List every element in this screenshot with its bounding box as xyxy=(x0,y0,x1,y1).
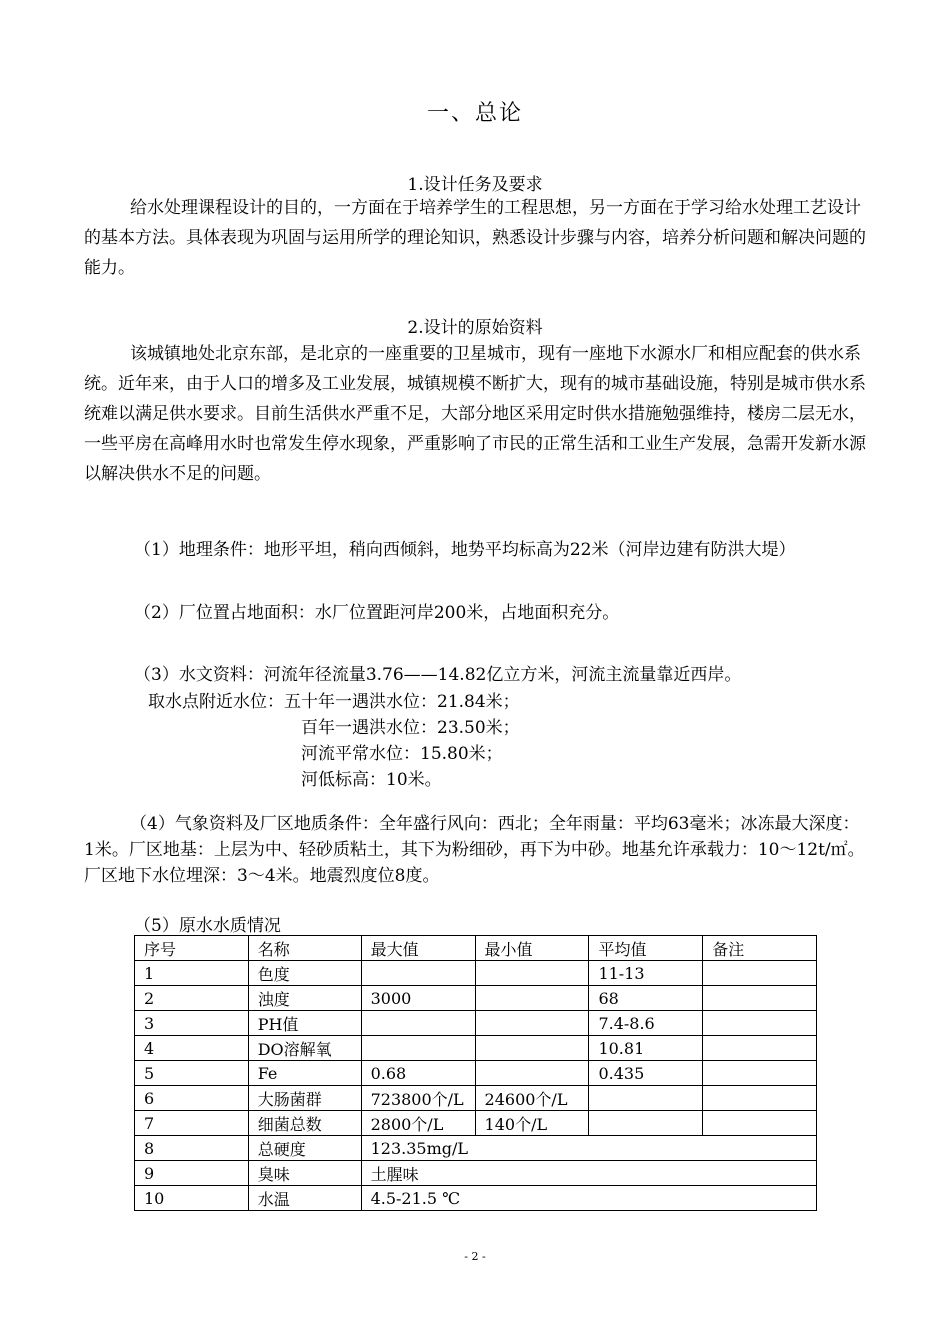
table-cell: 24600个/L xyxy=(475,1086,589,1111)
item-3-water-level-50yr: 取水点附近水位：五十年一遇洪水位：21.84米； xyxy=(148,692,520,712)
item-2-site: （2）厂位置占地面积：水厂位置距河岸200米，占地面积充分。 xyxy=(134,603,620,623)
table-header-cell: 最大值 xyxy=(361,936,475,961)
table-cell: 4 xyxy=(135,1036,249,1061)
table-row xyxy=(135,1111,817,1136)
table-cell xyxy=(703,1011,817,1036)
table-cell xyxy=(361,1011,475,1036)
item-3-water-level-normal: 河流平常水位：15.80米； xyxy=(301,744,503,764)
table-cell: 0.68 xyxy=(361,1061,475,1086)
table-header-cell: 名称 xyxy=(248,936,361,961)
table-cell: 细菌总数 xyxy=(248,1111,361,1136)
table-cell xyxy=(361,1036,475,1061)
table-row xyxy=(135,1011,817,1036)
table-caption: （5）原水水质情况 xyxy=(134,916,281,936)
table-cell: 色度 xyxy=(248,961,361,986)
table-cell-merged: 土腥味 xyxy=(361,1161,816,1186)
table-cell xyxy=(475,986,589,1011)
table-cell xyxy=(589,1111,703,1136)
table-header-cell: 最小值 xyxy=(475,936,589,961)
table-cell: 6 xyxy=(135,1086,249,1111)
table-header-cell: 备注 xyxy=(703,936,817,961)
page-title: 一、总论 xyxy=(426,101,523,126)
table-row xyxy=(135,986,817,1011)
table-header-cell: 平均值 xyxy=(589,936,703,961)
item-3-hydrology: （3）水文资料：河流年径流量3.76——14.82亿立方米，河流主流量靠近西岸。 xyxy=(134,665,742,685)
table-cell: 11-13 xyxy=(589,961,703,986)
table-cell xyxy=(703,1111,817,1136)
table-row xyxy=(135,1036,817,1061)
table-cell: DO溶解氧 xyxy=(248,1036,361,1061)
table-cell xyxy=(475,1036,589,1061)
table-cell: 总硬度 xyxy=(248,1136,361,1161)
table-cell xyxy=(475,1061,589,1086)
table-row xyxy=(135,1136,817,1161)
table-cell: 8 xyxy=(135,1136,249,1161)
table-cell: 140个/L xyxy=(475,1111,589,1136)
section-1-heading: 1.设计任务及要求 xyxy=(407,175,543,195)
water-quality-table xyxy=(134,935,817,1211)
table-row xyxy=(135,961,817,986)
table-cell: 大肠菌群 xyxy=(248,1086,361,1111)
table-cell: 2800个/L xyxy=(361,1111,475,1136)
table-cell: 臭味 xyxy=(248,1161,361,1186)
table-cell xyxy=(703,986,817,1011)
section-2-paragraph: 该城镇地处北京东部，是北京的一座重要的卫星城市，现有一座地下水源水厂和相应配套的供水系统。近年来，由于人口的增多及工业发展，城镇规模不断扩大，现有的城市基础设施，特别是城市供水系统难以满足供水要求。目前生活供水严重不足，大部分地区采用定时供水措施勉强维持，楼房二层无水，一些平房在高峰用水时也常发生停水现象，严重影响了市民的正常生活和工业生产发展，急需开发新水源以解决供水不足的问题。 xyxy=(84,344,866,484)
table-cell xyxy=(475,961,589,986)
table-cell-merged: 4.5-21.5 ℃ xyxy=(361,1186,816,1211)
table-header-row xyxy=(135,936,817,961)
table-cell: 水温 xyxy=(248,1186,361,1211)
table-cell: 7.4-8.6 xyxy=(589,1011,703,1036)
table-row xyxy=(135,1161,817,1186)
table-cell: 723800个/L xyxy=(361,1086,475,1111)
item-3-river-bottom: 河低标高：10米。 xyxy=(301,770,442,790)
table-cell xyxy=(703,1086,817,1111)
table-cell: 3000 xyxy=(361,986,475,1011)
table-cell xyxy=(703,1036,817,1061)
table-cell: 1 xyxy=(135,961,249,986)
table-header-cell: 序号 xyxy=(135,936,249,961)
table-cell xyxy=(703,1061,817,1086)
table-cell: 浊度 xyxy=(248,986,361,1011)
table-cell xyxy=(361,961,475,986)
table-cell: 68 xyxy=(589,986,703,1011)
table-cell xyxy=(703,961,817,986)
table-cell-merged: 123.35mg/L xyxy=(361,1136,816,1161)
table-row xyxy=(135,1086,817,1111)
item-4-climate-geology: （4）气象资料及厂区地质条件：全年盛行风向：西北；全年雨量：平均63毫米；冰冻最大深度：1米。厂区地基：上层为中、轻砂质粘土，其下为粉细砂，再下为中砂。地基允许承载力：10～12t/㎡。厂区地下水位埋深：3～4米。地震烈度位8度。 xyxy=(84,814,865,886)
table-cell xyxy=(589,1086,703,1111)
table-cell: 10.81 xyxy=(589,1036,703,1061)
table-row xyxy=(135,1186,817,1211)
table-cell: PH值 xyxy=(248,1011,361,1036)
table-row xyxy=(135,1061,817,1086)
table-cell: 7 xyxy=(135,1111,249,1136)
table-cell: 10 xyxy=(135,1186,249,1211)
table-cell: 3 xyxy=(135,1011,249,1036)
section-1-paragraph: 给水处理课程设计的目的，一方面在于培养学生的工程思想，另一方面在于学习给水处理工艺设计的基本方法。具体表现为巩固与运用所学的理论知识，熟悉设计步骤与内容，培养分析问题和解决问题的能力。 xyxy=(84,198,866,278)
table-cell: 2 xyxy=(135,986,249,1011)
table-cell: 5 xyxy=(135,1061,249,1086)
table-cell: 9 xyxy=(135,1161,249,1186)
section-2-heading: 2.设计的原始资料 xyxy=(407,318,543,338)
item-3-water-level-100yr: 百年一遇洪水位：23.50米； xyxy=(301,718,520,738)
table-cell xyxy=(475,1011,589,1036)
table-cell: Fe xyxy=(248,1061,361,1086)
item-1-geography: （1）地理条件：地形平坦，稍向西倾斜，地势平均标高为22米（河岸边建有防洪大堤） xyxy=(134,540,796,560)
table-cell: 0.435 xyxy=(589,1061,703,1086)
page-number: - 2 - xyxy=(464,1250,486,1263)
